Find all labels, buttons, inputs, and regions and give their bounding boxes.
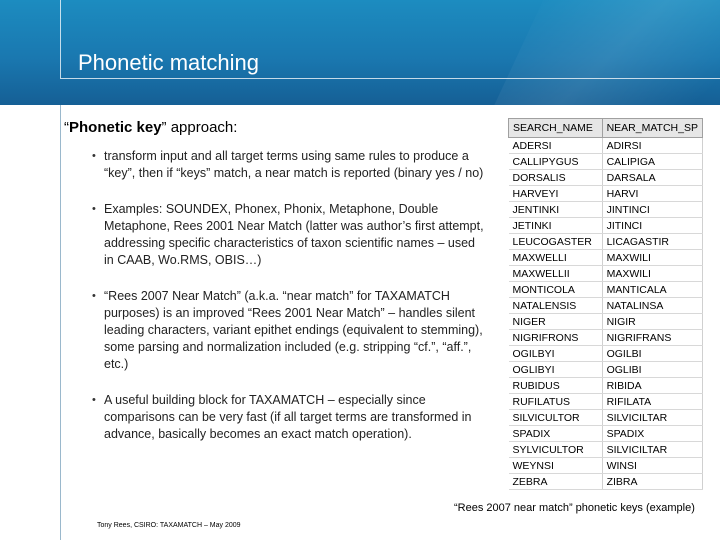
cell-near-match: JINTINCI [602, 202, 702, 218]
cell-near-match: ADIRSI [602, 138, 702, 154]
table-row [509, 394, 703, 410]
table-row [509, 298, 703, 314]
table-row [509, 410, 703, 426]
cell-search-name: JENTINKI [509, 202, 603, 218]
table-header-row [509, 119, 703, 138]
cell-near-match: SILVICILTAR [602, 442, 702, 458]
cell-near-match: MANTICALA [602, 282, 702, 298]
table-row [509, 378, 703, 394]
cell-near-match: HARVI [602, 186, 702, 202]
table-row [509, 362, 703, 378]
table-caption: “Rees 2007 near match” phonetic keys (example) [454, 502, 695, 514]
bullet-item: • A useful building block for TAXAMATCH – especially since comparisons can be very fast (if all target terms are transformed in advance, basically becomes an exact match operation). [92, 392, 487, 443]
cell-search-name: SYLVICULTOR [509, 442, 603, 458]
bullet-list [92, 148, 487, 462]
cell-search-name: NATALENSIS [509, 298, 603, 314]
cell-search-name: RUBIDUS [509, 378, 603, 394]
table-row [509, 250, 703, 266]
cell-search-name: SPADIX [509, 426, 603, 442]
cell-near-match: OGLIBI [602, 362, 702, 378]
cell-search-name: ADERSI [509, 138, 603, 154]
cell-search-name: CALLIPYGUS [509, 154, 603, 170]
table-row [509, 170, 703, 186]
cell-near-match: MAXWILI [602, 250, 702, 266]
cell-near-match: SILVICILTAR [602, 410, 702, 426]
cell-near-match: RIBIDA [602, 378, 702, 394]
table-row [509, 266, 703, 282]
cell-search-name: LEUCOGASTER [509, 234, 603, 250]
table-row [509, 154, 703, 170]
cell-near-match: SPADIX [602, 426, 702, 442]
slide-header [0, 0, 720, 105]
cell-near-match: NIGIR [602, 314, 702, 330]
approach-key: Phonetic key [69, 119, 162, 136]
left-divider [60, 105, 61, 540]
table-row [509, 442, 703, 458]
cell-near-match: MAXWILI [602, 266, 702, 282]
cell-search-name: RUFILATUS [509, 394, 603, 410]
bullet-item: • Examples: SOUNDEX, Phonex, Phonix, Metaphone, Double Metaphone, Rees 2001 Near Match (latter was author’s first attempt, addressing specific characteristics of taxon scientific names – used in CAAB, Wo.RMS, OBIS…) [92, 201, 487, 269]
approach-quote-open: “ [64, 119, 69, 136]
cell-near-match: NIGRIFRANS [602, 330, 702, 346]
cell-near-match: OGILBI [602, 346, 702, 362]
cell-search-name: NIGRIFRONS [509, 330, 603, 346]
column-header-near-match: NEAR_MATCH_SP [602, 119, 702, 138]
table-row [509, 426, 703, 442]
cell-search-name: WEYNSI [509, 458, 603, 474]
table-row [509, 474, 703, 490]
column-header-search-name: SEARCH_NAME [509, 119, 603, 138]
table-row [509, 458, 703, 474]
cell-near-match: NATALINSA [602, 298, 702, 314]
cell-near-match: WINSI [602, 458, 702, 474]
cell-near-match: CALIPIGA [602, 154, 702, 170]
bullet-item: • transform input and all target terms using same rules to produce a “key”, then if “keys” match, a near match is reported (binary yes / no) [92, 148, 487, 182]
table-row [509, 314, 703, 330]
cell-search-name: OGILBYI [509, 346, 603, 362]
cell-search-name: MAXWELLI [509, 250, 603, 266]
cell-near-match: RIFILATA [602, 394, 702, 410]
phonetic-keys-table [508, 118, 703, 490]
table-row [509, 202, 703, 218]
cell-search-name: HARVEYI [509, 186, 603, 202]
cell-search-name: NIGER [509, 314, 603, 330]
table-row [509, 218, 703, 234]
table-row [509, 138, 703, 154]
table-row [509, 330, 703, 346]
slide-title: Phonetic matching [78, 50, 259, 75]
cell-near-match: JITINCI [602, 218, 702, 234]
cell-search-name: ZEBRA [509, 474, 603, 490]
table-row [509, 186, 703, 202]
cell-search-name: DORSALIS [509, 170, 603, 186]
approach-heading [64, 119, 237, 136]
bullet-item: • “Rees 2007 Near Match” (a.k.a. “near match” for TAXAMATCH purposes) is an improved “Rees 2001 Near Match” – handles silent leading characters, variant epithet endings (equivalent to stemming), some parsing and normalization included (e.g. stripping “cf.”, “aff.”, etc.) [92, 288, 487, 373]
cell-search-name: MONTICOLA [509, 282, 603, 298]
cell-search-name: OGLIBYI [509, 362, 603, 378]
cell-near-match: LICAGASTIR [602, 234, 702, 250]
footer-credit: Tony Rees, CSIRO: TAXAMATCH – May 2009 [97, 522, 241, 529]
approach-rest: ” approach: [161, 119, 238, 136]
cell-near-match: ZIBRA [602, 474, 702, 490]
table-row [509, 282, 703, 298]
cell-near-match: DARSALA [602, 170, 702, 186]
table-body [509, 138, 703, 490]
cell-search-name: MAXWELLII [509, 266, 603, 282]
cell-search-name: JETINKI [509, 218, 603, 234]
cell-search-name: SILVICULTOR [509, 410, 603, 426]
table-row [509, 234, 703, 250]
table-row [509, 346, 703, 362]
